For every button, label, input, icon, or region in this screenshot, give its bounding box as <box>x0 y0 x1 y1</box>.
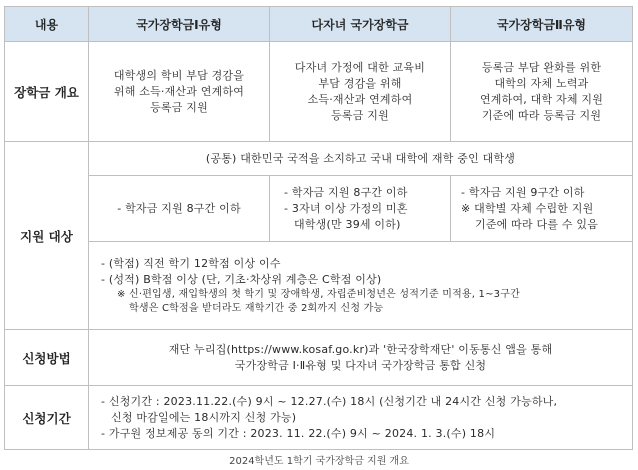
eligibility-multi-child <box>270 176 451 242</box>
eligibility-common-row <box>5 142 633 176</box>
eligibility-type2-line: 기준에 따라 다를 수 있음 <box>475 217 599 231</box>
eligibility-common: (공통) 대한민국 국적을 소지하고 국내 대학에 재학 중인 대학생 <box>89 142 633 176</box>
apply-method-label: 신청방법 <box>5 330 89 386</box>
apply-period-label: 신청기간 <box>5 386 89 450</box>
eligibility-grade-credit: - (학점) 직전 학기 12학점 이상 이수 <box>101 256 281 270</box>
overview-type1-line: 대학생의 학비 부담 경감을 <box>113 68 245 82</box>
eligibility-grade <box>89 242 633 330</box>
overview-label: 장학금 개요 <box>5 42 89 142</box>
eligibility-note: 학생은 C학점을 받더라도 재학기간 중 2회까지 신청 가능 <box>129 302 384 314</box>
overview-type2 <box>451 42 633 142</box>
overview-type1 <box>89 42 270 142</box>
apply-period-content <box>89 386 633 450</box>
overview-row <box>5 42 633 142</box>
eligibility-multi-line: - 학자금 지원 8구간 이하 <box>284 185 408 199</box>
eligibility-type2-line: - 학자금 지원 9구간 이하 <box>461 185 585 199</box>
table-caption: 2024학년도 1학기 국가장학금 지원 개요 <box>229 456 409 467</box>
overview-type2-line: 등록금 부담 완화를 위한 <box>481 60 602 74</box>
header-multi-child: 다자녀 국가장학금 <box>270 7 451 42</box>
header-type2: 국가장학금Ⅱ유형 <box>451 7 633 42</box>
apply-period-line: - 신청기간 : 2023.11.22.(수) 9시 ~ 12.27.(수) 18시 (신청기간 내 24시간 신청 가능하나, <box>101 394 558 408</box>
eligibility-multi-line: 대학생(만 39세 이하) <box>294 217 401 231</box>
apply-period-consent-line: - 가구원 정보제공 동의 기간 : 2023. 11. 22.(수) 9시 ~ 2024. 1. 3.(수) 18시 <box>101 426 496 440</box>
header-row <box>5 7 633 42</box>
apply-method-line: 재단 누리집(https://www.kosaf.go.kr)과 '한국장학재단' 이동통신 앱을 통해 <box>168 342 553 356</box>
overview-type2-line: 대학의 자체 노력과 <box>494 76 589 90</box>
eligibility-grade-row <box>5 242 633 330</box>
overview-multi-line: 부담 경감을 위해 <box>318 76 402 90</box>
overview-multi-line: 등록금 지원 <box>331 108 389 122</box>
eligibility-grade-score: - (성적) B학점 이상 (단, 기초·차상위 계층은 C학점 이상) <box>101 272 382 286</box>
apply-period-row <box>5 386 633 450</box>
eligibility-type2-line: ※ 대학별 자체 수립한 지원 <box>461 201 594 215</box>
eligibility-type2 <box>451 176 633 242</box>
overview-multi-child <box>270 42 451 142</box>
eligibility-type1: - 학자금 지원 8구간 이하 <box>89 176 270 242</box>
eligibility-multi-line: - 3자녀 이상 가정의 미혼 <box>284 201 408 215</box>
header-content: 내용 <box>5 7 89 42</box>
apply-method-row <box>5 330 633 386</box>
eligibility-income-row <box>5 176 633 242</box>
eligibility-note: ※ 신·편입생, 재입학생의 첫 학기 및 장애학생, 자립준비청년은 성적기준 미적용, 1~3구간 <box>117 288 520 300</box>
apply-method-content <box>89 330 633 386</box>
header-type1: 국가장학금Ⅰ유형 <box>89 7 270 42</box>
overview-type1-line: 등록금 지원 <box>150 100 208 114</box>
overview-type2-line: 연계하여, 대학 자체 지원 <box>479 92 604 106</box>
overview-multi-line: 다자녀 가정에 대한 교육비 <box>294 60 426 74</box>
scholarship-table <box>4 6 633 450</box>
overview-multi-line: 소득·재산과 연계하여 <box>307 92 413 106</box>
eligibility-label: 지원 대상 <box>5 142 89 330</box>
apply-method-line: 국가장학금 Ⅰ·Ⅱ유형 및 다자녀 국가장학금 통합 신청 <box>234 358 487 372</box>
overview-type1-line: 위해 소득·재산과 연계하여 <box>113 84 245 98</box>
apply-period-line: 신청 마감일에는 18시까지 신청 가능) <box>111 410 297 424</box>
overview-type2-line: 기준에 따라 등록금 지원 <box>481 108 602 122</box>
